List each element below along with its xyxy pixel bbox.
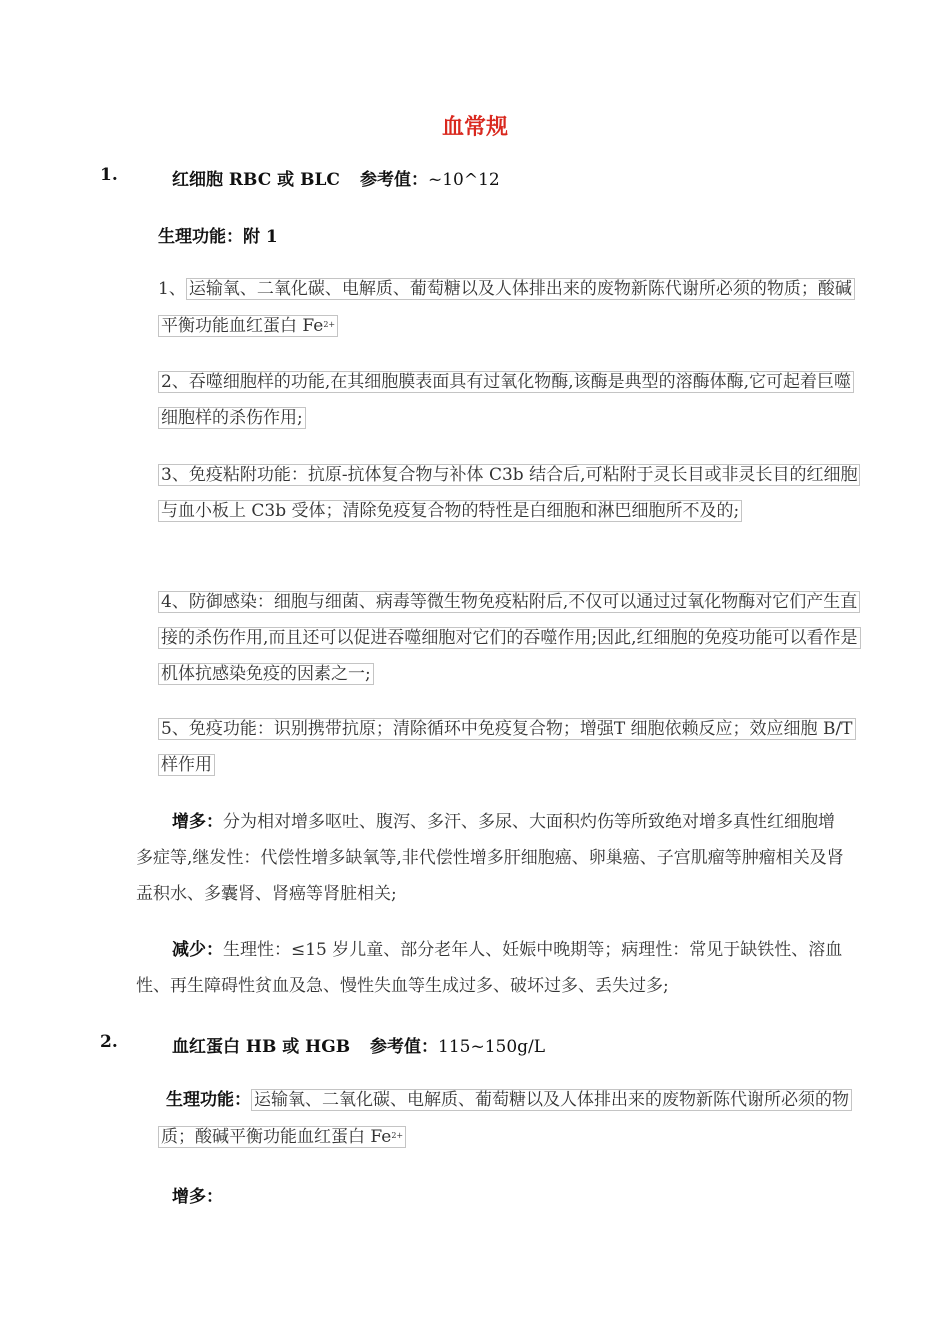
section-1-ref-label: 参考值： — [360, 170, 428, 190]
section-2-function-label: 生理功能： — [166, 1090, 251, 1110]
section-2-increase-label: 增多： — [172, 1187, 223, 1207]
function-item-1-sup: 2+ — [323, 320, 336, 329]
section-2-reference — [370, 1032, 545, 1057]
function-item-4-text: 4、防御感染：细胞与细菌、病毒等微生物免疫粘附后,不仅可以通过过氧化物酶对它们产生直接的杀伤作用,而且还可以促进吞噬细胞对它们的吞噬作用;因此,红细胞的免疫功能可以看作是机体抗感染免疫的因素之一; — [158, 591, 861, 685]
section-1-number: 1. — [100, 165, 118, 185]
section-2-function-sup: 2+ — [391, 1131, 404, 1140]
section-1-increase-text: 分为相对增多呕吐、腹泻、多汗、多尿、大面积灼伤等所致绝对增多真性红细胞增多症等,继发性：代偿性增多缺氧等,非代偿性增多肝细胞癌、卵巢癌、子宫肌瘤等肿瘤相关及肾盂积水、多囊肾、肾癌等肾脏相关; — [136, 812, 844, 904]
section-1-reference — [360, 165, 500, 190]
function-item-5-text: 5、免疫功能：识别携带抗原；清除循环中免疫复合物；增强T 细胞依赖反应；效应细胞 B/T 样作用 — [158, 718, 856, 776]
section-1-ref-value: ~10^12 — [428, 170, 500, 190]
function-item-3 — [158, 457, 858, 529]
section-2-ref-label: 参考值： — [370, 1037, 438, 1057]
section-2-name: 血红蛋白 HB 或 HGB — [172, 1037, 351, 1057]
function-item-5 — [158, 711, 858, 783]
function-item-2-text: 2、吞噬细胞样的功能,在其细胞膜表面具有过氧化物酶,该酶是典型的溶酶体酶,它可起着巨噬细胞样的杀伤作用; — [158, 371, 854, 429]
section-1-increase-label: 增多： — [172, 812, 223, 832]
function-item-3-text: 3、免疫粘附功能：抗原-抗体复合物与补体 C3b 结合后,可粘附于灵长目或非灵长目的红细胞与血小板上 C3b 受体；清除免疫复合物的特性是白细胞和淋巴细胞所不及的; — [158, 464, 860, 522]
function-item-2 — [158, 364, 858, 436]
section-2-function-text: 运输氧、二氧化碳、电解质、葡萄糖以及人体排出来的废物新陈代谢所必须的物质；酸碱平衡功能血红蛋白 Fe — [161, 1090, 849, 1147]
section-1-increase — [136, 804, 850, 912]
function-item-1-text: 运输氧、二氧化碳、电解质、葡萄糖以及人体排出来的废物新陈代谢所必须的物质；酸碱平衡功能血红蛋白 Fe — [161, 279, 852, 336]
section-1-decrease — [136, 932, 850, 1004]
section-2-ref-value: 115~150g/L — [438, 1037, 546, 1057]
function-item-1-prefix: 1、 — [158, 279, 186, 299]
section-2-function — [158, 1082, 858, 1155]
function-item-4 — [158, 584, 858, 692]
function-item-1 — [158, 271, 858, 344]
section-1-decrease-label: 减少： — [172, 940, 223, 960]
page-title: 血常规 — [441, 114, 508, 140]
section-1-decrease-text: 生理性：≤15 岁儿童、部分老年人、妊娠中晚期等；病理性：常见于缺铁性、溶血性、再生障碍性贫血及急、慢性失血等生成过多、破坏过多、丢失过多; — [136, 940, 843, 996]
section-1-function-heading: 生理功能：附 1 — [158, 227, 278, 247]
section-2-number: 2. — [100, 1032, 118, 1052]
section-1-name: 红细胞 RBC 或 BLC — [172, 170, 340, 190]
